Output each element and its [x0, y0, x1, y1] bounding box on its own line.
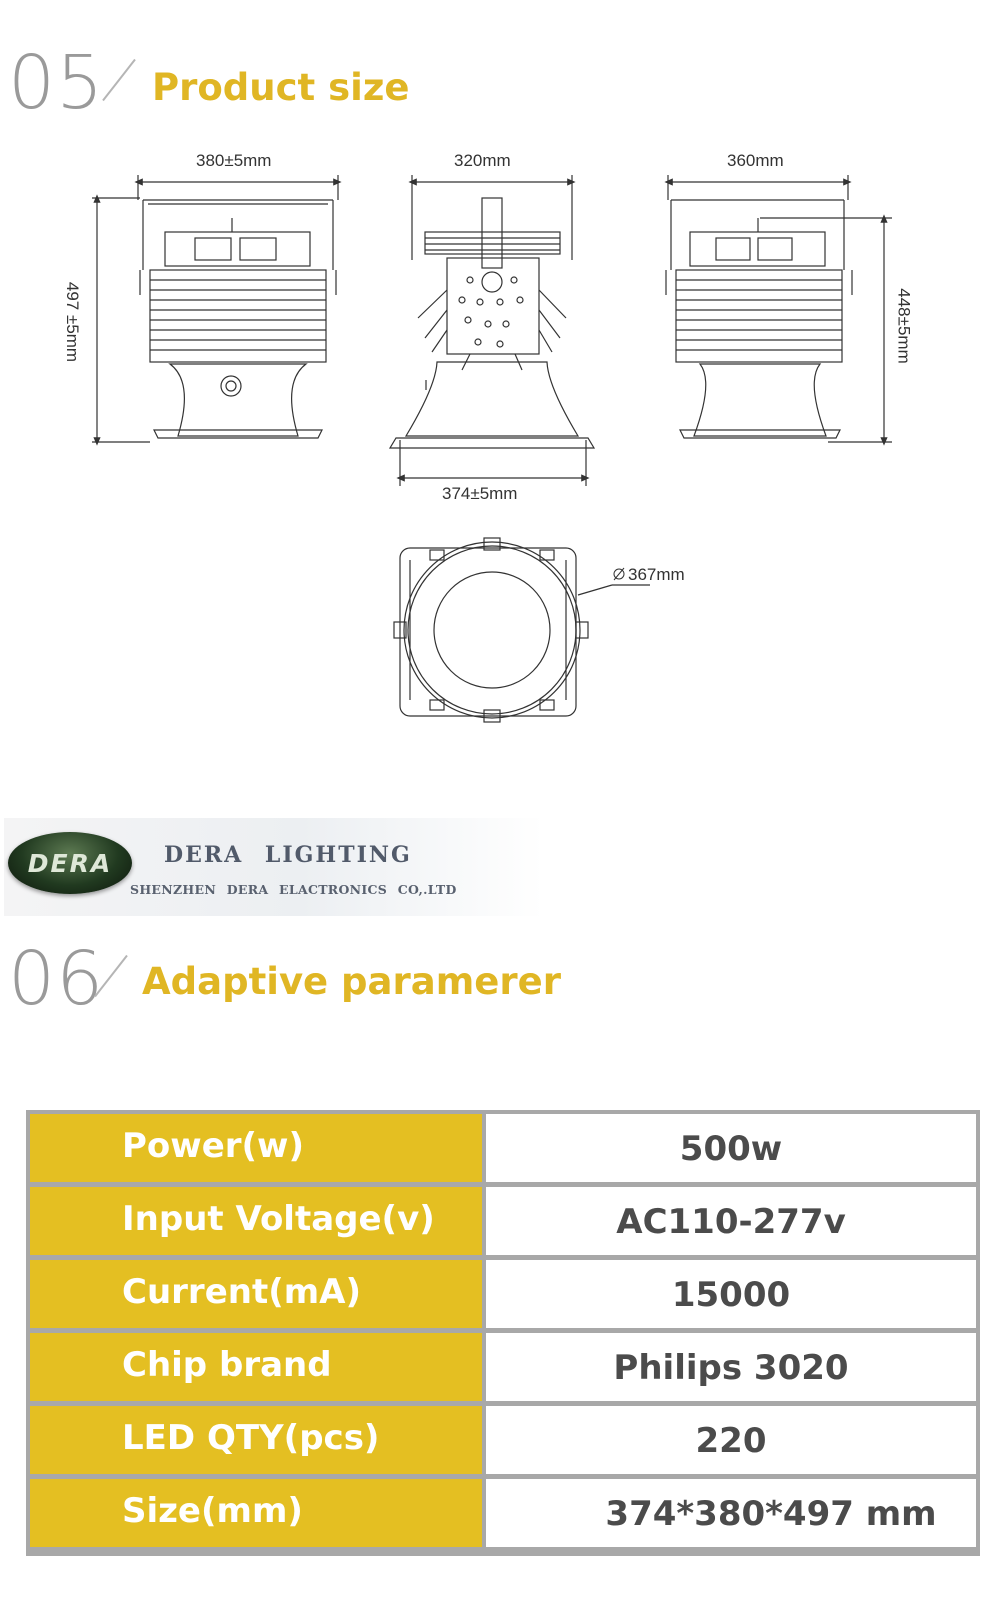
- param-value-cell: [486, 1187, 976, 1255]
- company-full-name: SHENZHEN DERA ELACTRONICS CO,.LTD: [130, 882, 457, 897]
- param-value-cell: [486, 1333, 976, 1401]
- param-label: Input Voltage(v): [122, 1199, 435, 1239]
- param-value: Philips 3020: [613, 1348, 849, 1388]
- section-divider: [102, 59, 136, 101]
- product-size-drawings: [0, 120, 1000, 760]
- param-value-cell: [486, 1406, 976, 1474]
- param-label-cell: [30, 1479, 482, 1547]
- param-value-cell: [486, 1479, 976, 1547]
- param-label: Chip brand: [122, 1345, 332, 1385]
- param-label-cell: [30, 1187, 482, 1255]
- dera-logo: [8, 832, 132, 894]
- table-row: [30, 1114, 976, 1182]
- table-row: [30, 1406, 976, 1474]
- logo-wordmark: DERA: [27, 849, 113, 878]
- param-label: LED QTY(pcs): [122, 1418, 380, 1458]
- param-label: Size(mm): [122, 1491, 303, 1531]
- dim-right-width: 360mm: [727, 151, 784, 170]
- section-title: Adaptive paramerer: [142, 960, 561, 1003]
- dim-side-height: 497 ±5mm: [63, 281, 83, 363]
- section-06-header: [0, 936, 1000, 1026]
- param-value: 15000: [671, 1275, 791, 1315]
- dim-front-base: 374±5mm: [442, 484, 518, 503]
- table-row: [30, 1333, 976, 1401]
- dim-diameter: 367mm: [628, 565, 685, 584]
- section-number: 06: [8, 936, 105, 1022]
- param-label-cell: [30, 1333, 482, 1401]
- param-label-cell: [30, 1406, 482, 1474]
- brand-name: DERA LIGHTING: [164, 842, 412, 868]
- dim-front-width: 320mm: [454, 151, 511, 170]
- section-title: Product size: [152, 66, 410, 109]
- dim-side-width: 380±5mm: [196, 151, 272, 170]
- param-value: 374*380*497 mm: [605, 1494, 937, 1534]
- param-value: AC110-277v: [616, 1202, 846, 1242]
- param-label: Current(mA): [122, 1272, 362, 1312]
- dim-right-height: 448±5mm: [894, 288, 914, 364]
- section-number: 05: [8, 40, 105, 126]
- param-label: Power(w): [122, 1126, 305, 1166]
- table-row: [30, 1187, 976, 1255]
- section-05-header: [0, 40, 1000, 130]
- param-value-cell: [486, 1114, 976, 1182]
- param-value: 220: [695, 1421, 767, 1461]
- table-row: [30, 1479, 976, 1547]
- table-row: [30, 1260, 976, 1328]
- param-value-cell: [486, 1260, 976, 1328]
- brand-banner: [4, 818, 544, 916]
- param-value: 500w: [679, 1129, 783, 1169]
- param-label-cell: [30, 1114, 482, 1182]
- dimension-drawing: [0, 120, 1000, 760]
- param-label-cell: [30, 1260, 482, 1328]
- parameter-table: [26, 1110, 980, 1556]
